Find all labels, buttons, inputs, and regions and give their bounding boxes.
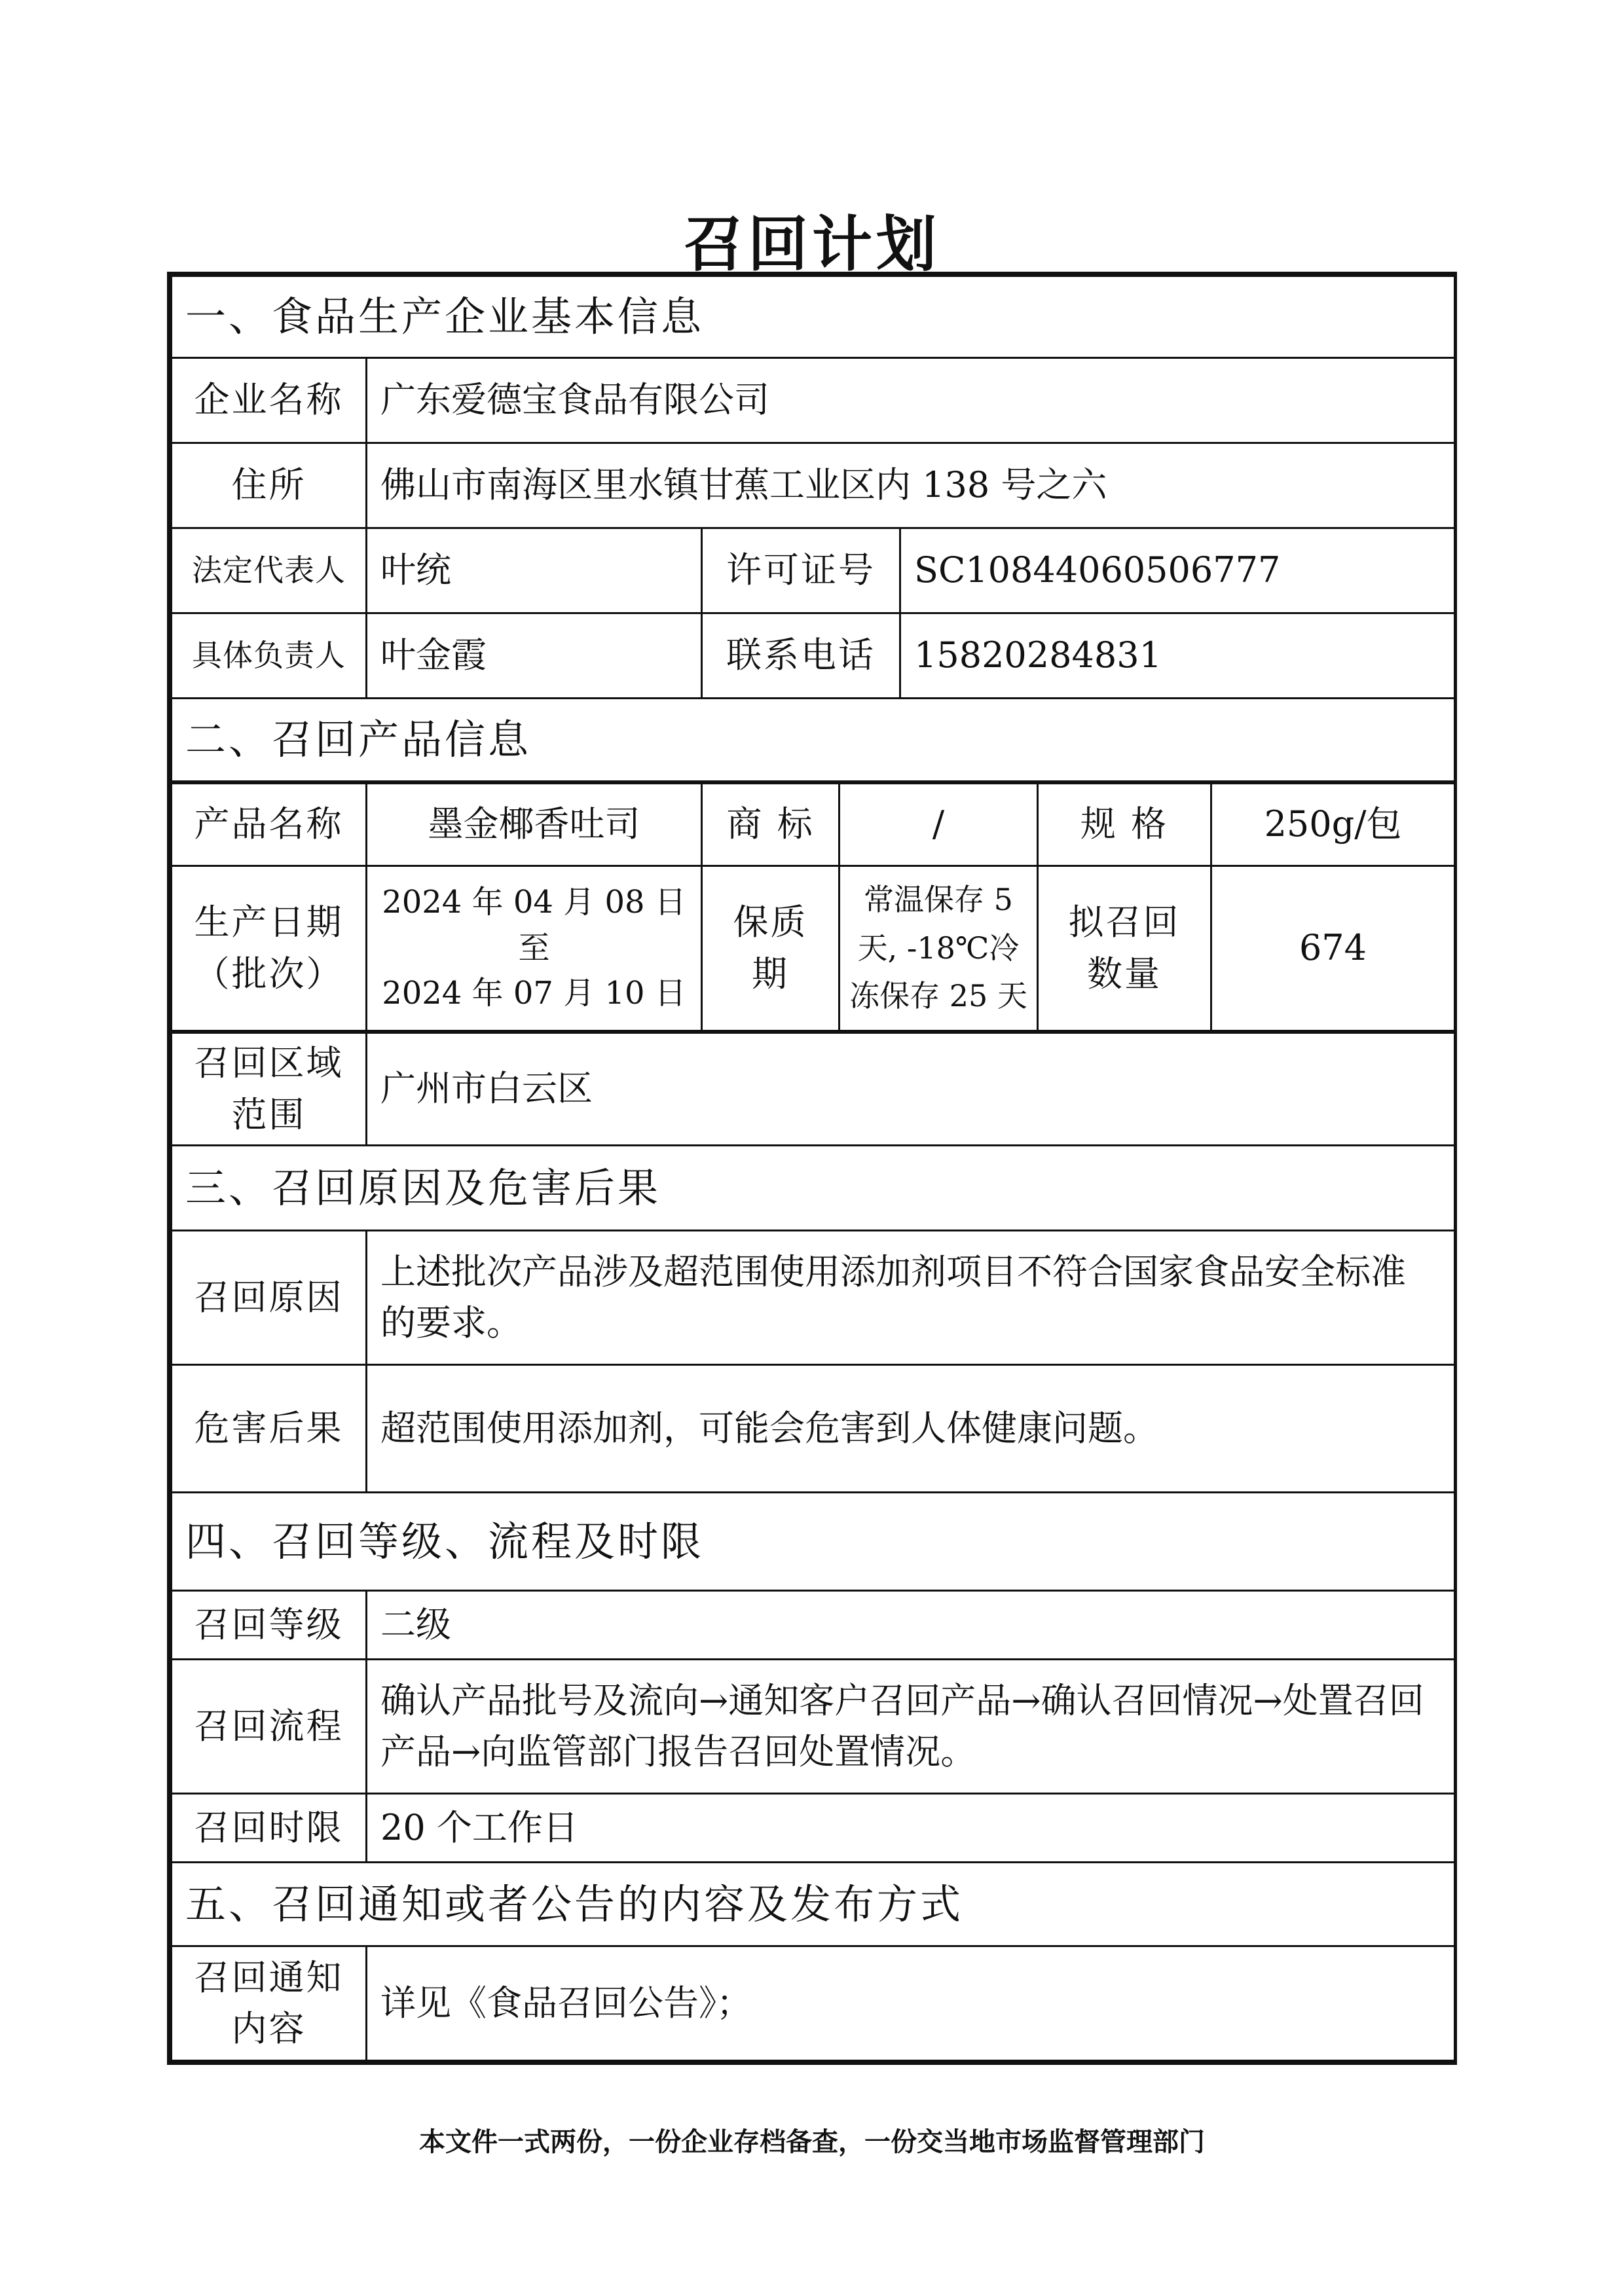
- recall-qty-label: [1038, 866, 1211, 1031]
- brand-value: /: [840, 784, 1038, 866]
- recall-level-label: 召回等级: [172, 1591, 367, 1660]
- brand-label: 商 标: [702, 784, 840, 866]
- production-date-line1: 2024 年 04 月 08 日至: [382, 884, 686, 966]
- person-in-charge-value: 叶金霞: [367, 613, 702, 699]
- recall-qty-value: 674: [1211, 866, 1455, 1031]
- shelf-life-line3: 冻保存 25 天: [849, 978, 1027, 1014]
- recall-region-label: [172, 1033, 367, 1146]
- shelf-life-value: [840, 866, 1038, 1031]
- notice-content-label: [172, 1946, 367, 2061]
- recall-qty-label-line2: 数量: [1087, 953, 1162, 994]
- production-date-line2: 2024 年 07 月 10 日: [382, 975, 686, 1012]
- recall-qty-label-line1: 拟召回: [1068, 902, 1181, 943]
- section-heading-5: 五、召回通知或者公告的内容及发布方式: [172, 1863, 1455, 1946]
- production-date-label-line1: 生产日期: [194, 902, 344, 943]
- recall-level-value: 二级: [367, 1591, 1455, 1660]
- harm-label: 危害后果: [172, 1365, 367, 1493]
- notice-content-value: 详见《食品召回公告》；: [367, 1946, 1455, 2061]
- shelf-life-line2: 天, -18℃冷: [857, 930, 1020, 966]
- address-value: 佛山市南海区里水镇甘蕉工业区内 138 号之六: [367, 443, 1455, 528]
- company-name-label: 企业名称: [172, 358, 367, 443]
- form-table-product: [170, 782, 1456, 1032]
- recall-region-value: 广州市白云区: [367, 1033, 1455, 1146]
- recall-process-value: 确认产品批号及流向→通知客户召回产品→确认召回情况→处置召回产品→向监管部门报告召回处置情况。: [367, 1660, 1455, 1794]
- page-title: 召回计划: [683, 209, 940, 280]
- footer-note: 本文件一式两份，一份企业存档备查，一份交当地市场监督管理部门: [419, 2127, 1205, 2157]
- form-table-main: [170, 275, 1456, 782]
- spec-value: 250g/包: [1211, 784, 1455, 866]
- shelf-life-label: 保质期: [702, 866, 840, 1031]
- recall-plan-form: [167, 272, 1457, 2065]
- notice-content-label-line1: 召回通知: [194, 1956, 344, 1998]
- product-name-value: 墨金椰香吐司: [367, 784, 702, 866]
- person-in-charge-label: 具体负责人: [172, 613, 367, 699]
- section-heading-3: 三、召回原因及危害后果: [172, 1146, 1455, 1231]
- recall-region-label-line1: 召回区域: [194, 1042, 344, 1084]
- shelf-life-line1: 常温保存 5: [864, 882, 1013, 918]
- recall-reason-value: 上述批次产品涉及超范围使用添加剂项目不符合国家食品安全标准的要求。: [367, 1231, 1455, 1365]
- license-label: 许可证号: [702, 528, 900, 613]
- production-date-label: [172, 866, 367, 1031]
- legal-rep-label: 法定代表人: [172, 528, 367, 613]
- legal-rep-value: 叶统: [367, 528, 702, 613]
- address-label: 住所: [172, 443, 367, 528]
- form-table-region: [170, 1032, 1456, 2062]
- license-value: SC10844060506777: [900, 528, 1455, 613]
- section-heading-1: 一、食品生产企业基本信息: [172, 276, 1455, 358]
- section-heading-4: 四、召回等级、流程及时限: [172, 1493, 1455, 1591]
- recall-time-value: 20 个工作日: [367, 1794, 1455, 1863]
- product-name-label: 产品名称: [172, 784, 367, 866]
- recall-time-label: 召回时限: [172, 1794, 367, 1863]
- phone-value: 15820284831: [900, 613, 1455, 699]
- notice-content-label-line2: 内容: [231, 2008, 306, 2049]
- production-date-value: [367, 866, 702, 1031]
- phone-label: 联系电话: [702, 613, 900, 699]
- company-name-value: 广东爱德宝食品有限公司: [367, 358, 1455, 443]
- recall-region-label-line2: 范围: [231, 1093, 306, 1135]
- section-heading-2: 二、召回产品信息: [172, 699, 1455, 782]
- spec-label: 规 格: [1038, 784, 1211, 866]
- harm-value: 超范围使用添加剂，可能会危害到人体健康问题。: [367, 1365, 1455, 1493]
- recall-process-label: 召回流程: [172, 1660, 367, 1794]
- production-date-label-line2: （批次）: [194, 953, 344, 994]
- recall-reason-label: 召回原因: [172, 1231, 367, 1365]
